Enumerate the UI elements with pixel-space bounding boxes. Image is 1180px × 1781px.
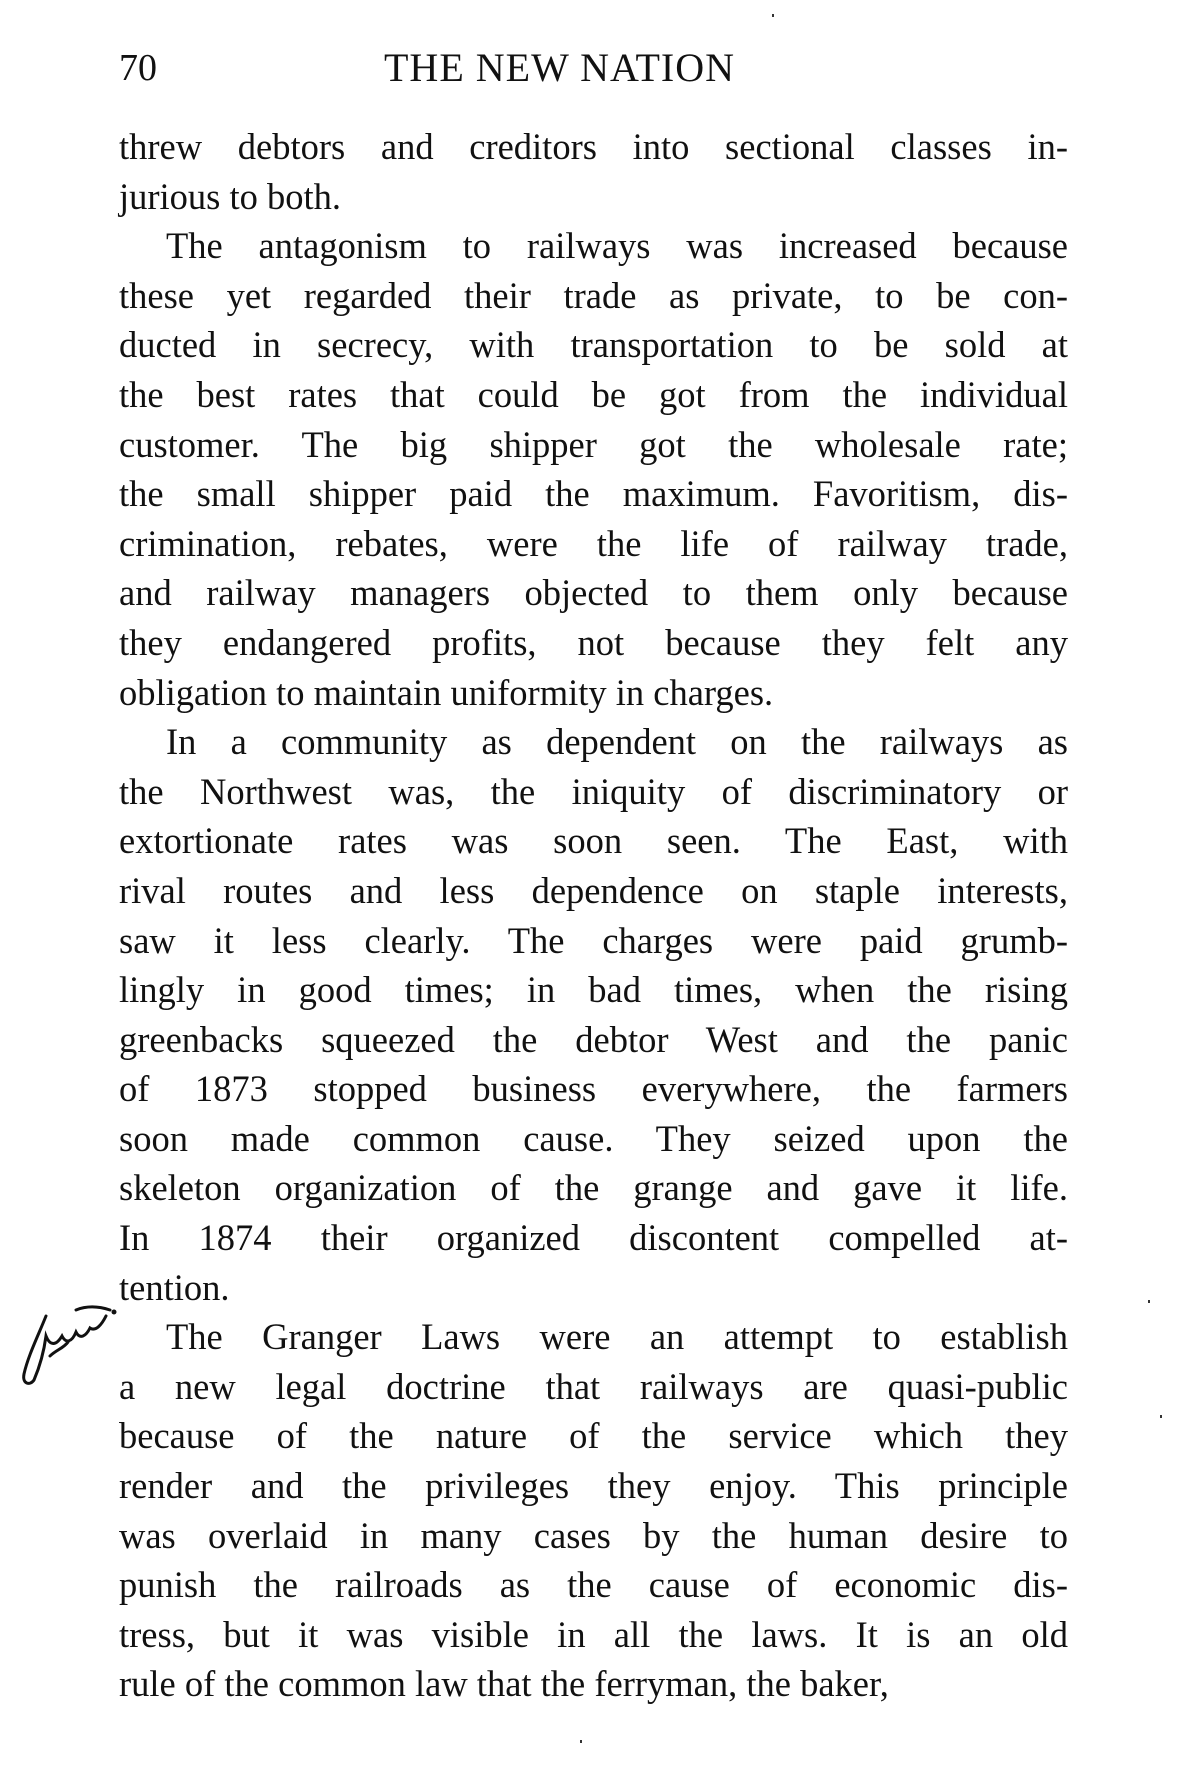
text-line: render and the privileges they enjoy. This principle [119, 1465, 1068, 1507]
text-line: because of the nature of the service which they [119, 1415, 1068, 1457]
body-text [119, 122, 1068, 1709]
text-line: the small shipper paid the maximum. Favoritism, dis- [119, 473, 1068, 515]
text-line: skeleton organization of the grange and gave it life. [119, 1167, 1068, 1209]
text-line: rule of the common law that the ferryman, the baker, [119, 1663, 889, 1705]
text-line: lingly in good times; in bad times, when the rising [119, 969, 1068, 1011]
text-line: obligation to maintain uniformity in charges. [119, 671, 774, 713]
text-line: of 1873 stopped business everywhere, the farmers [119, 1068, 1068, 1110]
text-line: The Granger Laws were an attempt to establish [166, 1316, 1068, 1358]
text-line: saw it less clearly. The charges were paid grumb- [119, 919, 1068, 961]
handwritten-margin-annotation-icon [16, 1296, 121, 1396]
text-line: the best rates that could be got from the individual [119, 373, 1068, 415]
page-number: 70 [119, 47, 157, 89]
text-line: jurious to both. [119, 175, 342, 217]
scan-speck [1148, 1300, 1150, 1303]
text-line: punish the railroads as the cause of economic dis- [119, 1564, 1068, 1606]
text-line: crimination, rebates, were the life of railway trade, [119, 522, 1068, 564]
scan-speck [1160, 1415, 1162, 1418]
text-line: was overlaid in many cases by the human desire to [119, 1514, 1068, 1556]
text-line: ducted in secrecy, with transportation to be sold at [119, 324, 1068, 366]
text-line: In 1874 their organized discontent compelled at- [119, 1217, 1068, 1259]
scan-speck [580, 1740, 582, 1743]
text-line: and railway managers objected to them only because [119, 572, 1068, 614]
text-line: soon made common cause. They seized upon the [119, 1117, 1068, 1159]
text-line: customer. The big shipper got the wholesale rate; [119, 423, 1068, 465]
text-line: the Northwest was, the iniquity of discriminatory or [119, 770, 1068, 812]
text-line: these yet regarded their trade as private, to be con- [119, 274, 1068, 316]
text-line: threw debtors and creditors into sectional classes in- [119, 126, 1068, 167]
text-line: In a community as dependent on the railways as [166, 721, 1068, 763]
text-line: a new legal doctrine that railways are quasi-public [119, 1365, 1068, 1407]
scan-speck [772, 14, 774, 17]
text-line: The antagonism to railways was increased because [166, 225, 1068, 267]
text-line: rival routes and less dependence on staple interests, [119, 869, 1068, 911]
running-title: THE NEW NATION [384, 45, 735, 90]
text-line: tention. [119, 1266, 230, 1308]
text-line: greenbacks squeezed the debtor West and the panic [119, 1018, 1068, 1060]
text-line: tress, but it was visible in all the laws. It is an old [119, 1613, 1068, 1655]
text-line: they endangered profits, not because they felt any [119, 621, 1068, 663]
text-line: extortionate rates was soon seen. The East, with [119, 820, 1068, 862]
